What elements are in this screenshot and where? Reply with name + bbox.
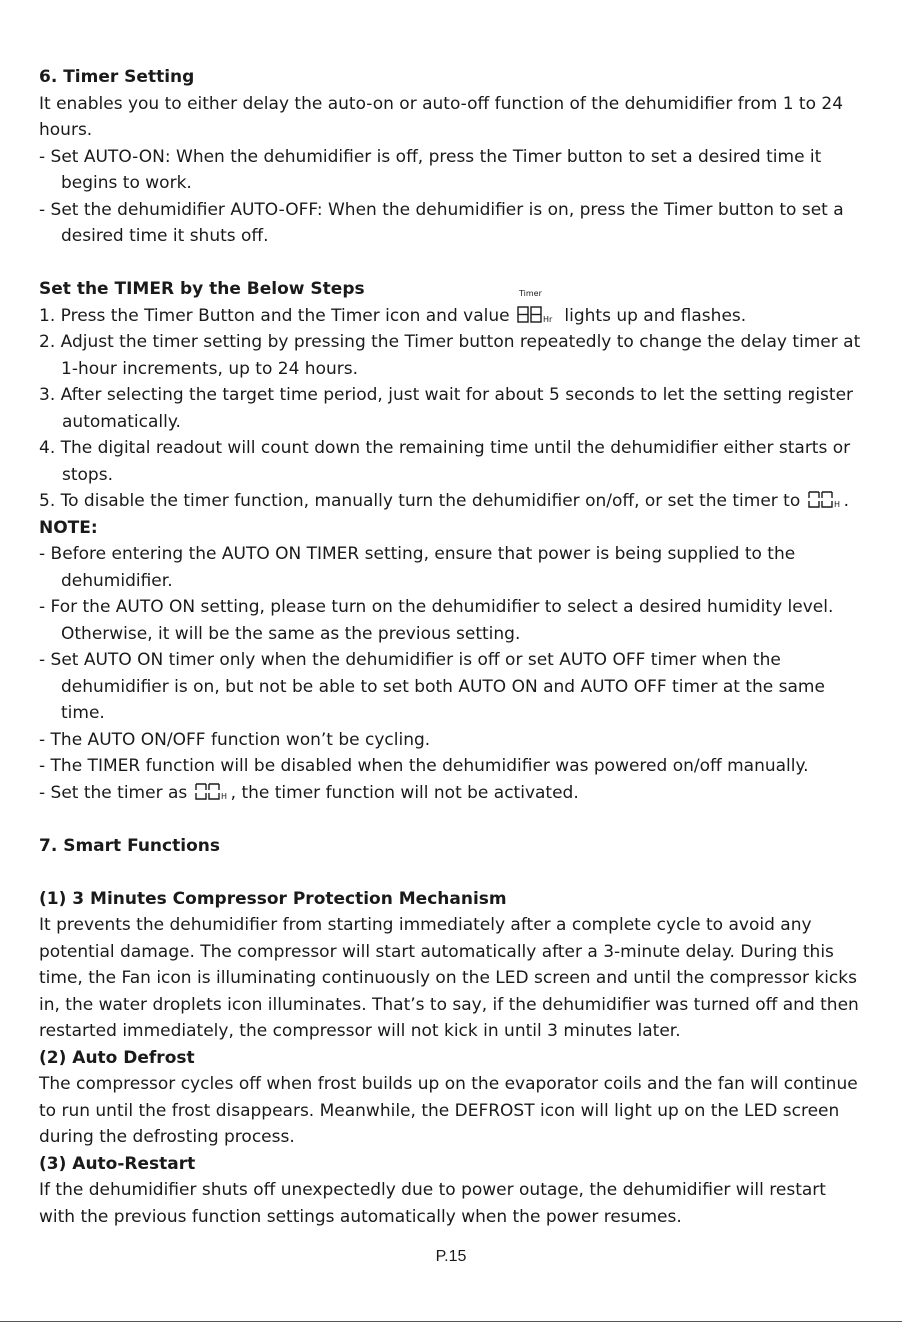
steps-heading: Set the TIMER by the Below Steps bbox=[39, 279, 365, 299]
note-6-text: , the timer function will not be activated. bbox=[230, 782, 579, 803]
step-2: 1-hour increments, up to 24 hours. bbox=[61, 358, 359, 379]
step-2: 2. Adjust the timer setting by pressing the Timer button repeatedly to change the delay timer at bbox=[39, 332, 861, 352]
step-5-end: . bbox=[843, 491, 850, 511]
auto-on-line: begins to work. bbox=[61, 173, 192, 193]
note-item: Otherwise, it will be the same as the previous setting. bbox=[61, 623, 521, 644]
smart-section-heading: 7. Smart Functions bbox=[39, 835, 220, 856]
note-6-text: - Set the timer as bbox=[39, 782, 188, 803]
auto-restart-heading: (3) Auto-Restart bbox=[39, 1153, 196, 1174]
note-item: - The AUTO ON/OFF function won’t be cycling. bbox=[39, 729, 431, 750]
compressor-protection-text: It prevents the dehumidifier from starting immediately after a complete cycle to avoid any bbox=[39, 915, 812, 935]
note-item bbox=[39, 780, 874, 807]
bottom-divider bbox=[0, 1321, 902, 1322]
auto-restart-text: If the dehumidifier shuts off unexpectedly due to power outage, the dehumidifier will restart bbox=[39, 1180, 826, 1200]
note-item: - Before entering the AUTO ON TIMER setting, ensure that power is being supplied to the bbox=[39, 544, 796, 564]
step-1-text: 1. Press the Timer Button and the Timer icon and value bbox=[39, 305, 510, 326]
auto-defrost-text: during the defrosting process. bbox=[39, 1127, 295, 1147]
auto-defrost-text: to run until the frost disappears. Meanwhile, the DEFROST icon will light up on the LED screen bbox=[39, 1100, 840, 1121]
note-item: dehumidifier is on, but not be able to set both AUTO ON and AUTO OFF timer at the same bbox=[61, 676, 825, 697]
compressor-protection-text: restarted immediately, the compressor will not kick in until 3 minutes later. bbox=[39, 1021, 681, 1041]
step-1-text: lights up and flashes. bbox=[564, 305, 747, 326]
compressor-protection-text: potential damage. The compressor will start automatically after a 3-minute delay. During this bbox=[39, 941, 834, 962]
timer-intro-line: hours. bbox=[39, 120, 93, 140]
auto-defrost-heading: (2) Auto Defrost bbox=[39, 1047, 195, 1068]
step-5-text: 5. To disable the timer function, manually turn the dehumidifier on/off, or set the timer to bbox=[39, 491, 801, 511]
auto-defrost-text: The compressor cycles off when frost builds up on the evaporator coils and the fan will continue bbox=[39, 1074, 858, 1094]
timer-intro-line: It enables you to either delay the auto-on or auto-off function of the dehumidifier from 1 to 24 bbox=[39, 93, 844, 114]
timer-zero-unit: H bbox=[220, 791, 227, 801]
step-4: 4. The digital readout will count down the remaining time until the dehumidifier either starts or bbox=[39, 438, 851, 458]
step-3: 3. After selecting the target time period, just wait for about 5 seconds to let the setting register bbox=[39, 385, 854, 405]
timer-icon-caption: Timer bbox=[518, 288, 542, 298]
compressor-protection-text: time, the Fan icon is illuminating continuously on the LED screen and until the compressor kicks bbox=[39, 968, 857, 988]
note-item: - Set AUTO ON timer only when the dehumidifier is off or set AUTO OFF timer when the bbox=[39, 650, 781, 670]
auto-restart-text: with the previous function settings automatically when the power resumes. bbox=[39, 1206, 682, 1227]
timer-icon-unit: Hr bbox=[542, 314, 553, 324]
note-item: dehumidifier. bbox=[61, 570, 173, 591]
note-heading: NOTE: bbox=[39, 517, 98, 538]
step-4: stops. bbox=[62, 464, 113, 485]
page-number: P.15 bbox=[435, 1248, 467, 1265]
note-item: - For the AUTO ON setting, please turn on the dehumidifier to select a desired humidity level. bbox=[39, 597, 834, 617]
manual-page bbox=[39, 64, 874, 1230]
step-5 bbox=[39, 488, 874, 515]
step-3: automatically. bbox=[62, 411, 181, 432]
auto-on-line: - Set AUTO-ON: When the dehumidifier is off, press the Timer button to set a desired time it bbox=[39, 146, 822, 167]
note-item: - The TIMER function will be disabled when the dehumidifier was powered on/off manually. bbox=[39, 756, 809, 776]
compressor-protection-text: in, the water droplets icon illuminates. That’s to say, if the dehumidifier was turned off and then bbox=[39, 994, 859, 1015]
compressor-protection-heading: (1) 3 Minutes Compressor Protection Mechanism bbox=[39, 888, 507, 909]
timer-zero-display-icon bbox=[808, 491, 842, 509]
timer-display-icon bbox=[517, 288, 557, 324]
auto-off-line: desired time it shuts off. bbox=[61, 226, 269, 246]
note-item: time. bbox=[61, 703, 105, 723]
timer-zero-unit: H bbox=[833, 500, 840, 509]
timer-zero-display-icon bbox=[195, 783, 229, 801]
auto-off-line: - Set the dehumidifier AUTO-OFF: When the dehumidifier is on, press the Timer button to set a bbox=[39, 199, 844, 220]
timer-section-heading: 6. Timer Setting bbox=[39, 67, 195, 87]
